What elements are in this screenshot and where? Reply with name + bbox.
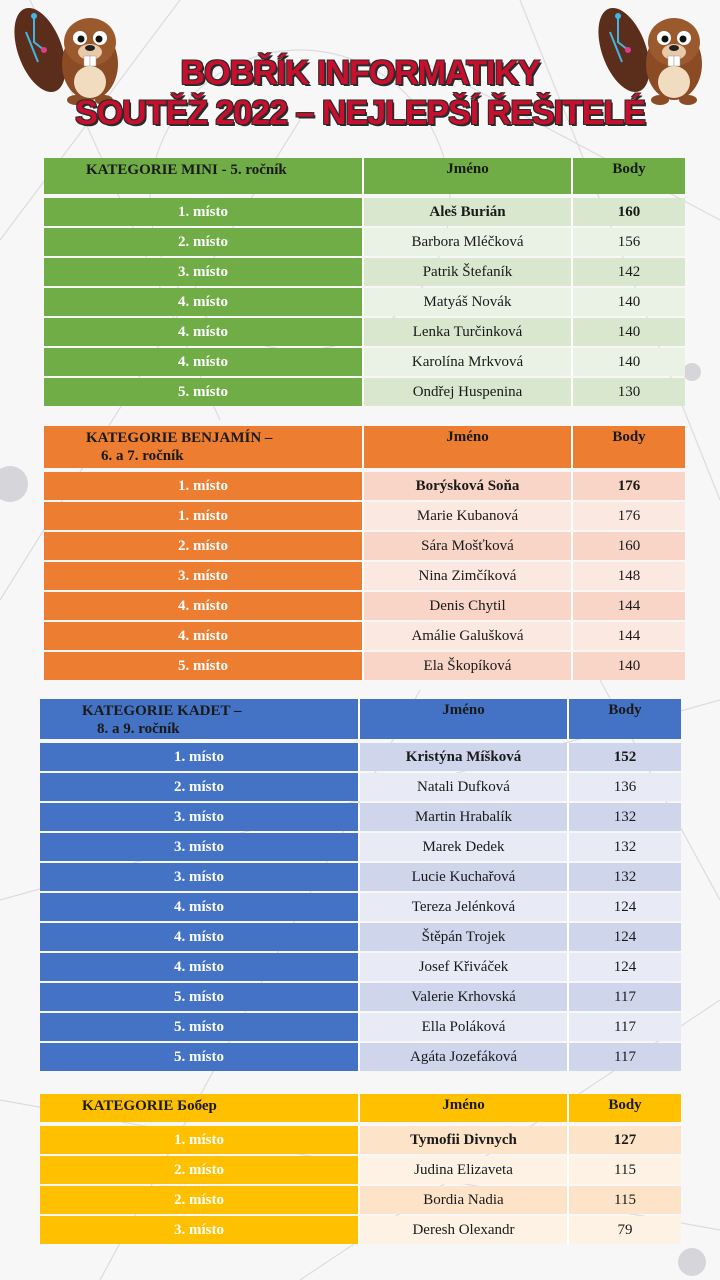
place-cell: 2. místo (40, 1186, 360, 1214)
points-cell: 140 (573, 318, 685, 346)
points-cell: 115 (569, 1186, 681, 1214)
table-row (40, 1013, 681, 1041)
place-cell: 4. místo (44, 288, 364, 316)
name-cell: Ella Poláková (360, 1013, 569, 1041)
category-bober-table (40, 1094, 681, 1246)
table-body (40, 1126, 681, 1244)
column-header-points: Body (608, 1097, 642, 1113)
table-row (40, 893, 681, 921)
name-cell: Lucie Kuchařová (360, 863, 569, 891)
place-cell: 1. místo (40, 743, 360, 771)
name-cell: Ela Škopíková (364, 652, 573, 680)
table-body (40, 743, 681, 1071)
table-row (44, 622, 685, 650)
column-header-name: Jméno (360, 1094, 569, 1122)
place-cell: 1. místo (44, 502, 364, 530)
name-cell: Denis Chytil (364, 592, 573, 620)
place-cell: 3. místo (44, 258, 364, 286)
name-cell: Marie Kubanová (364, 502, 573, 530)
table-row (40, 1043, 681, 1071)
place-cell: 4. místo (44, 622, 364, 650)
points-cell: 115 (569, 1156, 681, 1184)
points-cell: 136 (569, 773, 681, 801)
points-cell: 117 (569, 1043, 681, 1071)
points-cell: 79 (569, 1216, 681, 1244)
place-cell: 1. místo (44, 198, 364, 226)
table-row (44, 258, 685, 286)
points-cell: 132 (569, 803, 681, 831)
place-cell: 3. místo (40, 1216, 360, 1244)
category-title-line-1: KATEGORIE Бобер (82, 1098, 217, 1114)
table-row (44, 472, 685, 500)
table-body (44, 198, 685, 406)
category-title-line-1: KATEGORIE BENJAMÍN – (86, 430, 273, 446)
table-row (44, 592, 685, 620)
points-cell: 124 (569, 923, 681, 951)
name-cell: Deresh Olexandr (360, 1216, 569, 1244)
name-cell: Judina Elizaveta (360, 1156, 569, 1184)
table-row (40, 923, 681, 951)
name-cell: Štěpán Trojek (360, 923, 569, 951)
table-row (44, 288, 685, 316)
table-row (44, 502, 685, 530)
table-row (44, 532, 685, 560)
place-cell: 4. místo (40, 923, 360, 951)
table-header (40, 1094, 681, 1122)
place-cell: 5. místo (40, 1013, 360, 1041)
table-row (44, 228, 685, 256)
place-cell: 4. místo (44, 592, 364, 620)
name-cell: Tereza Jelénková (360, 893, 569, 921)
place-cell: 2. místo (44, 228, 364, 256)
points-cell: 140 (573, 348, 685, 376)
table-row (44, 652, 685, 680)
table-row (40, 743, 681, 771)
name-cell: Aleš Burián (364, 198, 573, 226)
place-cell: 5. místo (44, 652, 364, 680)
name-cell: Sára Mošťková (364, 532, 573, 560)
table-row (40, 953, 681, 981)
points-cell: 124 (569, 953, 681, 981)
place-cell: 3. místo (40, 833, 360, 861)
table-row (40, 983, 681, 1011)
place-cell: 1. místo (44, 472, 364, 500)
points-cell: 176 (573, 472, 685, 500)
name-cell: Patrik Štefaník (364, 258, 573, 286)
name-cell: Martin Hrabalík (360, 803, 569, 831)
table-row (44, 198, 685, 226)
points-cell: 140 (573, 652, 685, 680)
name-cell: Barbora Mléčková (364, 228, 573, 256)
name-cell: Natali Dufková (360, 773, 569, 801)
points-cell: 127 (569, 1126, 681, 1154)
points-cell: 176 (573, 502, 685, 530)
name-cell: Karolína Mrkvová (364, 348, 573, 376)
points-cell: 160 (573, 198, 685, 226)
place-cell: 4. místo (44, 318, 364, 346)
table-row (40, 773, 681, 801)
place-cell: 5. místo (44, 378, 364, 406)
table-body (44, 472, 685, 680)
name-cell: Ondřej Huspenina (364, 378, 573, 406)
table-row (40, 833, 681, 861)
place-cell: 3. místo (44, 562, 364, 590)
points-cell: 144 (573, 592, 685, 620)
column-header-points: Body (608, 702, 642, 718)
table-row (40, 863, 681, 891)
category-mini-table (44, 158, 685, 408)
name-cell: Kristýna Míšková (360, 743, 569, 771)
name-cell: Amálie Galušková (364, 622, 573, 650)
table-row (40, 803, 681, 831)
points-cell: 132 (569, 833, 681, 861)
place-cell: 2. místo (40, 1156, 360, 1184)
category-title (40, 1094, 360, 1122)
table-header (44, 158, 685, 194)
title-line-2: SOUTĚŽ 2022 – NEJLEPŠÍ ŘEŠITELÉ (75, 94, 645, 132)
points-cell: 152 (569, 743, 681, 771)
points-cell: 117 (569, 1013, 681, 1041)
name-cell: Agáta Jozefáková (360, 1043, 569, 1071)
table-row (40, 1156, 681, 1184)
name-cell: Josef Křiváček (360, 953, 569, 981)
category-title-line-1: KATEGORIE MINI - 5. ročník (86, 162, 287, 178)
table-header (40, 699, 681, 739)
table-row (40, 1216, 681, 1244)
place-cell: 4. místo (40, 953, 360, 981)
category-title (44, 426, 364, 468)
table-row (44, 378, 685, 406)
points-cell: 132 (569, 863, 681, 891)
category-title (40, 699, 360, 739)
place-cell: 4. místo (40, 893, 360, 921)
page-title (0, 56, 720, 130)
name-cell: Matyáš Novák (364, 288, 573, 316)
category-title (44, 158, 364, 194)
category-benjamin-table (44, 426, 685, 682)
column-header-name: Jméno (364, 426, 573, 468)
table-row (40, 1186, 681, 1214)
name-cell: Bordia Nadia (360, 1186, 569, 1214)
table-row (44, 318, 685, 346)
column-header-name: Jméno (364, 158, 573, 194)
column-header-name: Jméno (360, 699, 569, 739)
table-row (40, 1126, 681, 1154)
points-cell: 144 (573, 622, 685, 650)
place-cell: 1. místo (40, 1126, 360, 1154)
points-cell: 124 (569, 893, 681, 921)
place-cell: 4. místo (44, 348, 364, 376)
category-title-line-2: 6. a 7. ročník (101, 448, 184, 464)
place-cell: 5. místo (40, 983, 360, 1011)
category-title-line-1: KATEGORIE KADET – (82, 703, 242, 719)
points-cell: 140 (573, 288, 685, 316)
points-cell: 160 (573, 532, 685, 560)
points-cell: 130 (573, 378, 685, 406)
name-cell: Valerie Krhovská (360, 983, 569, 1011)
place-cell: 5. místo (40, 1043, 360, 1071)
place-cell: 3. místo (40, 803, 360, 831)
name-cell: Nina Zimčíková (364, 562, 573, 590)
table-row (44, 348, 685, 376)
table-row (44, 562, 685, 590)
name-cell: Tymofii Divnych (360, 1126, 569, 1154)
title-line-1: BOBŘÍK INFORMATIKY (180, 54, 540, 92)
points-cell: 117 (569, 983, 681, 1011)
name-cell: Lenka Turčinková (364, 318, 573, 346)
points-cell: 156 (573, 228, 685, 256)
points-cell: 142 (573, 258, 685, 286)
column-header-points: Body (612, 161, 646, 177)
place-cell: 3. místo (40, 863, 360, 891)
category-kadet-table (40, 699, 681, 1073)
points-cell: 148 (573, 562, 685, 590)
name-cell: Borýsková Soňa (364, 472, 573, 500)
place-cell: 2. místo (44, 532, 364, 560)
table-header (44, 426, 685, 468)
column-header-points: Body (612, 429, 646, 445)
name-cell: Marek Dedek (360, 833, 569, 861)
place-cell: 2. místo (40, 773, 360, 801)
category-title-line-2: 8. a 9. ročník (97, 721, 180, 737)
